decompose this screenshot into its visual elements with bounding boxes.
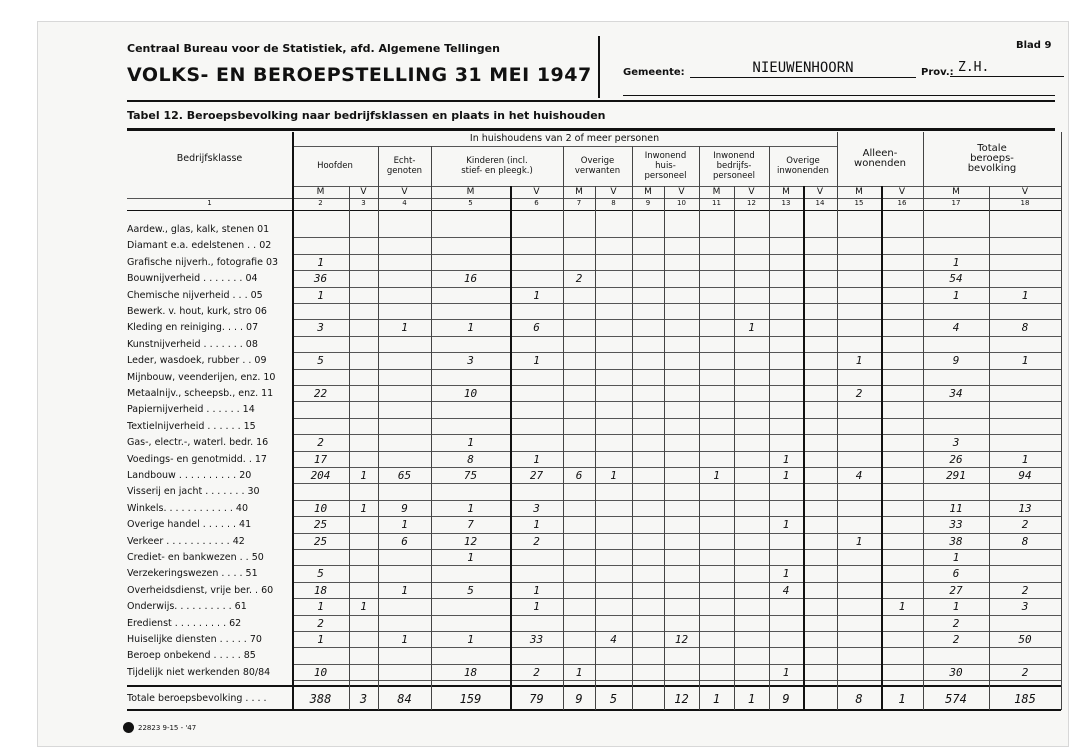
- cell-value: 2: [1021, 665, 1029, 679]
- cell-value: 1: [782, 452, 790, 466]
- cell-value: 2: [1021, 583, 1029, 597]
- table-top-rule: [127, 128, 1055, 131]
- column-group-header: Overige inwonenden: [777, 156, 829, 176]
- cell-value: 1: [533, 288, 540, 302]
- sex-header: M: [952, 187, 960, 197]
- cell-value: 1: [401, 583, 408, 597]
- cell-value: 1: [575, 665, 583, 679]
- column-group-header: Echt- genoten: [386, 156, 423, 176]
- sex-header: V: [360, 187, 367, 197]
- header-rule: [127, 198, 1061, 199]
- row-label: Kleding en reiniging. . . . 07: [127, 322, 259, 334]
- cell-value: 5: [467, 583, 474, 597]
- cell-value: 11: [949, 501, 963, 515]
- cell-value: 1: [467, 321, 474, 335]
- sex-header: V: [748, 187, 755, 197]
- column-rule: [769, 146, 770, 710]
- header-rule: [292, 186, 1061, 187]
- cell-value: 2: [575, 272, 583, 286]
- total-value: 84: [397, 692, 412, 707]
- column-number: 16: [897, 199, 907, 207]
- row-label: Papiernijverheid . . . . . . 14: [127, 404, 255, 416]
- header-rule: [623, 95, 1055, 96]
- totals-top-rule: [127, 685, 1061, 687]
- printer-logo-icon: [123, 722, 134, 733]
- table-title: Tabel 12. Beroepsbevolking naar bedrijfsklassen en plaats in het huishouden: [127, 109, 606, 122]
- cell-value: 9: [401, 501, 408, 515]
- column-rule: [431, 146, 432, 710]
- cell-value: 1: [360, 600, 367, 614]
- cell-value: 6: [533, 321, 540, 335]
- cell-value: 33: [529, 633, 544, 646]
- cell-value: 1: [782, 469, 790, 482]
- row-label: Grafische nijverh., fotografie 03: [127, 256, 279, 268]
- column-number: 11: [712, 199, 721, 207]
- row-label: Diamant e.a. edelstenen . . 02: [127, 240, 272, 252]
- header-rule: [127, 210, 1061, 211]
- sex-header: V: [401, 187, 408, 197]
- cell-value: 4: [610, 633, 617, 646]
- row-label: Onderwijs. . . . . . . . . . 61: [127, 601, 247, 613]
- row-label: Mijnbouw, veenderijen, enz. 10: [127, 371, 276, 383]
- column-group-header: Alleen- wonenden: [854, 148, 906, 169]
- column-number: 2: [318, 199, 323, 207]
- column-number: 7: [576, 199, 582, 207]
- cell-value: 17: [313, 452, 328, 466]
- cell-value: 4: [952, 321, 960, 335]
- column-number: 17: [951, 199, 961, 207]
- row-label: Overige handel . . . . . . 41: [127, 519, 252, 531]
- cell-value: 65: [397, 469, 412, 482]
- cell-value: 7: [467, 518, 474, 532]
- total-value: 79: [529, 692, 544, 707]
- cell-value: 6: [952, 567, 960, 581]
- sheet-number: Blad 9: [1016, 40, 1052, 51]
- header-divider: [598, 36, 600, 98]
- cell-value: 22: [313, 387, 328, 400]
- sex-header: V: [816, 187, 824, 197]
- cell-value: 1: [782, 665, 790, 679]
- column-group-header: Kinderen (incl. stief- en pleegk.): [461, 156, 533, 176]
- cell-value: 8: [467, 452, 474, 466]
- sex-header: V: [678, 187, 685, 197]
- cell-value: 1: [467, 551, 474, 564]
- cell-value: 9: [952, 354, 960, 368]
- sex-header: V: [898, 187, 906, 197]
- cell-value: 10: [463, 387, 478, 400]
- cell-value: 5: [317, 354, 324, 368]
- cell-value: 2: [855, 387, 863, 400]
- cell-value: 6: [401, 534, 408, 548]
- cell-value: 1: [533, 600, 540, 614]
- cell-value: 1: [782, 567, 790, 581]
- total-value: 9: [782, 692, 790, 707]
- row-label: Overheidsdienst, vrije ber. . 60: [127, 584, 274, 596]
- total-value: 3: [359, 692, 368, 707]
- cell-value: 50: [1018, 633, 1032, 646]
- cell-value: 4: [855, 469, 863, 482]
- sex-header: M: [575, 187, 583, 197]
- column-number: 9: [645, 199, 651, 207]
- cell-value: 1: [1021, 354, 1029, 368]
- cell-value: 27: [949, 583, 963, 597]
- cell-value: 2: [533, 665, 540, 679]
- cell-value: 6: [575, 469, 583, 482]
- cell-value: 1: [317, 633, 324, 646]
- cell-value: 3: [467, 354, 474, 368]
- total-value: 5: [609, 692, 618, 707]
- column-number: 3: [361, 199, 366, 207]
- cell-value: 1: [533, 452, 540, 466]
- row-label: Verzekeringswezen . . . . 51: [127, 568, 258, 580]
- cell-value: 1: [533, 518, 540, 532]
- row-label: Crediet- en bankwezen . . 50: [127, 552, 264, 563]
- cell-value: 13: [1018, 501, 1032, 515]
- cell-value: 4: [782, 583, 790, 597]
- print-footer: [123, 722, 196, 733]
- cell-value: 1: [401, 321, 408, 335]
- row-label: Bewerk. v. hout, kurk, stro 06: [127, 306, 267, 317]
- province-value: Z.H.: [950, 60, 1064, 77]
- column-rule: [292, 132, 294, 710]
- column-rule: [510, 186, 512, 710]
- column-rule: [349, 186, 350, 710]
- cell-value: 2: [533, 534, 540, 548]
- cell-value: 1: [855, 354, 863, 368]
- column-number: 15: [854, 199, 864, 207]
- column-rule: [664, 186, 665, 710]
- cell-value: 1: [317, 255, 324, 269]
- row-label: Kunstnijverheid . . . . . . . 08: [127, 338, 258, 350]
- column-number: 6: [534, 199, 539, 207]
- sex-header: M: [855, 187, 863, 197]
- top-rule: [127, 100, 1055, 102]
- gemeente-label: Gemeente:: [623, 67, 685, 78]
- cell-value: 1: [317, 600, 324, 614]
- cell-value: 1: [467, 501, 474, 515]
- column-number: 5: [468, 199, 473, 207]
- cell-value: 8: [1021, 534, 1029, 548]
- cell-value: 291: [946, 469, 966, 482]
- row-label: Leder, wasdoek, rubber . . 09: [127, 355, 267, 367]
- row-label: Chemische nijverheid . . . 05: [127, 289, 263, 301]
- total-value: 1: [898, 692, 906, 707]
- cell-value: 10: [313, 501, 328, 515]
- cell-value: 33: [949, 518, 963, 532]
- cell-value: 3: [317, 321, 324, 335]
- cell-value: 1: [317, 288, 324, 302]
- cell-value: 38: [949, 534, 963, 548]
- row-label: Landbouw . . . . . . . . . . 20: [127, 470, 252, 481]
- gemeente-value: NIEUWENHOORN: [690, 60, 916, 78]
- cell-value: 75: [463, 469, 478, 482]
- column-rule: [1061, 132, 1062, 710]
- cell-value: 1: [713, 469, 720, 482]
- cell-value: 1: [1021, 452, 1029, 466]
- total-value: 185: [1014, 692, 1036, 707]
- data-table: [127, 132, 1062, 716]
- cell-value: 1: [467, 633, 474, 646]
- cell-value: 1: [952, 255, 960, 269]
- cell-value: 16: [463, 272, 478, 286]
- row-label: Voedings- en genotmidd. . 17: [127, 453, 267, 465]
- bedrijfsklasse-header: Bedrijfsklasse: [176, 153, 243, 164]
- cell-value: 1: [467, 436, 474, 450]
- cell-value: 1: [360, 469, 367, 482]
- header-rule: [292, 146, 837, 147]
- cell-value: 36: [313, 272, 328, 286]
- cell-value: 94: [1018, 469, 1032, 482]
- print-code: 22823 9-15 - '47: [138, 723, 197, 732]
- cell-value: 1: [898, 600, 906, 614]
- table-row: [292, 418, 1061, 419]
- column-group-header: Hoofden: [317, 161, 353, 171]
- total-value: 574: [945, 692, 967, 707]
- cell-value: 1: [533, 583, 540, 597]
- row-label: Eredienst . . . . . . . . . 62: [127, 617, 242, 629]
- cell-value: 1: [533, 354, 540, 368]
- cell-value: 18: [313, 583, 328, 597]
- column-rule: [595, 186, 596, 710]
- cell-value: 2: [317, 436, 324, 450]
- row-label: Huiselijke diensten . . . . . 70: [127, 634, 262, 645]
- cell-value: 1: [952, 551, 960, 564]
- cell-value: 26: [949, 452, 963, 466]
- sex-header: M: [316, 187, 325, 197]
- cell-value: 204: [310, 469, 331, 482]
- cell-value: 30: [949, 665, 963, 679]
- cell-value: 2: [1021, 518, 1029, 532]
- row-label: Textielnijverheid . . . . . . 15: [127, 420, 256, 432]
- sex-header: V: [610, 187, 617, 197]
- column-number: 4: [402, 199, 407, 207]
- column-group-header: Totale beroeps- bevolking: [967, 143, 1017, 174]
- sex-header: M: [466, 187, 475, 197]
- total-value: 1: [712, 692, 721, 707]
- column-number: 8: [611, 199, 616, 207]
- cell-value: 1: [952, 288, 960, 302]
- cell-value: 54: [949, 272, 963, 286]
- cell-value: 1: [855, 534, 863, 548]
- row-label: Bouwnijverheid . . . . . . . 04: [127, 273, 258, 285]
- sex-header: M: [782, 187, 790, 197]
- cell-value: 18: [463, 665, 478, 679]
- row-label: Winkels. . . . . . . . . . . . 40: [127, 502, 249, 514]
- column-rule: [563, 146, 564, 710]
- cell-value: 1: [401, 518, 408, 532]
- column-rule: [632, 146, 633, 710]
- row-label: Beroep onbekend . . . . . 85: [127, 650, 256, 662]
- totals-bottom-rule: [127, 709, 1061, 711]
- row-label: Metaalnijv., scheepsb., enz. 11: [127, 388, 274, 399]
- column-rule: [837, 132, 838, 710]
- column-number: 12: [747, 199, 756, 207]
- column-number: 10: [677, 199, 686, 207]
- row-label: Tijdelijk niet werkenden 80/84: [127, 666, 271, 678]
- column-rule: [881, 186, 883, 710]
- total-value: 159: [459, 692, 482, 707]
- table-row: [292, 237, 1061, 238]
- cell-value: 12: [463, 534, 478, 548]
- row-label: Gas-, electr.-, waterl. bedr. 16: [127, 437, 269, 449]
- column-number: 1: [207, 199, 212, 207]
- cell-value: 1: [360, 501, 367, 515]
- total-value: 8: [855, 692, 863, 707]
- column-group-header: Inwonend huis- personeel: [644, 151, 687, 181]
- cell-value: 25: [313, 534, 328, 548]
- cell-value: 27: [529, 469, 544, 482]
- column-rule: [734, 186, 735, 710]
- cell-value: 1: [782, 518, 790, 532]
- cell-value: 1: [610, 469, 617, 482]
- cell-value: 5: [317, 567, 324, 581]
- cell-value: 25: [313, 518, 328, 532]
- huishoudens-header: In huishoudens van 2 of meer personen: [469, 133, 660, 144]
- totals-label: Totale beroepsbevolking . . . .: [127, 693, 267, 705]
- cell-value: 10: [313, 665, 328, 679]
- cell-value: 34: [949, 387, 963, 400]
- total-value: 12: [674, 692, 689, 707]
- province-label: Prov.:: [921, 67, 954, 78]
- column-number: 13: [781, 199, 791, 207]
- cell-value: 8: [1021, 321, 1029, 335]
- sex-header: V: [533, 187, 540, 197]
- column-number: 14: [815, 199, 825, 207]
- column-group-header: Inwonend bedrijfs- personeel: [713, 151, 755, 181]
- sex-header: M: [712, 187, 721, 197]
- column-rule: [923, 132, 924, 710]
- organization-name: Centraal Bureau voor de Statistiek, afd. Algemene Tellingen: [127, 42, 500, 55]
- column-rule: [989, 186, 990, 710]
- column-rule: [699, 146, 700, 710]
- sex-header: V: [1021, 187, 1029, 197]
- cell-value: 1: [1021, 288, 1029, 302]
- total-value: 1: [747, 692, 756, 707]
- cell-value: 2: [952, 616, 960, 630]
- total-value: 9: [575, 692, 583, 707]
- column-rule: [378, 146, 379, 710]
- cell-value: 2: [317, 616, 324, 630]
- column-group-header: Overige verwanten: [574, 156, 621, 176]
- total-value: 388: [309, 692, 332, 707]
- cell-value: 1: [401, 633, 408, 646]
- row-label: Aardew., glas, kalk, stenen 01: [127, 224, 270, 235]
- cell-value: 3: [533, 501, 540, 515]
- row-label: Visserij en jacht . . . . . . . 30: [127, 486, 260, 498]
- cell-value: 3: [1021, 600, 1029, 614]
- row-label: Verkeer . . . . . . . . . . . 42: [127, 535, 245, 547]
- cell-value: 3: [952, 436, 960, 450]
- cell-value: 1: [748, 321, 755, 335]
- column-rule: [803, 186, 805, 710]
- cell-value: 2: [952, 633, 960, 646]
- sex-header: M: [644, 187, 652, 197]
- census-title: VOLKS- EN BEROEPSTELLING 31 MEI 1947: [127, 64, 592, 86]
- cell-value: 1: [952, 600, 960, 614]
- cell-value: 12: [674, 633, 689, 646]
- column-number: 18: [1020, 199, 1030, 207]
